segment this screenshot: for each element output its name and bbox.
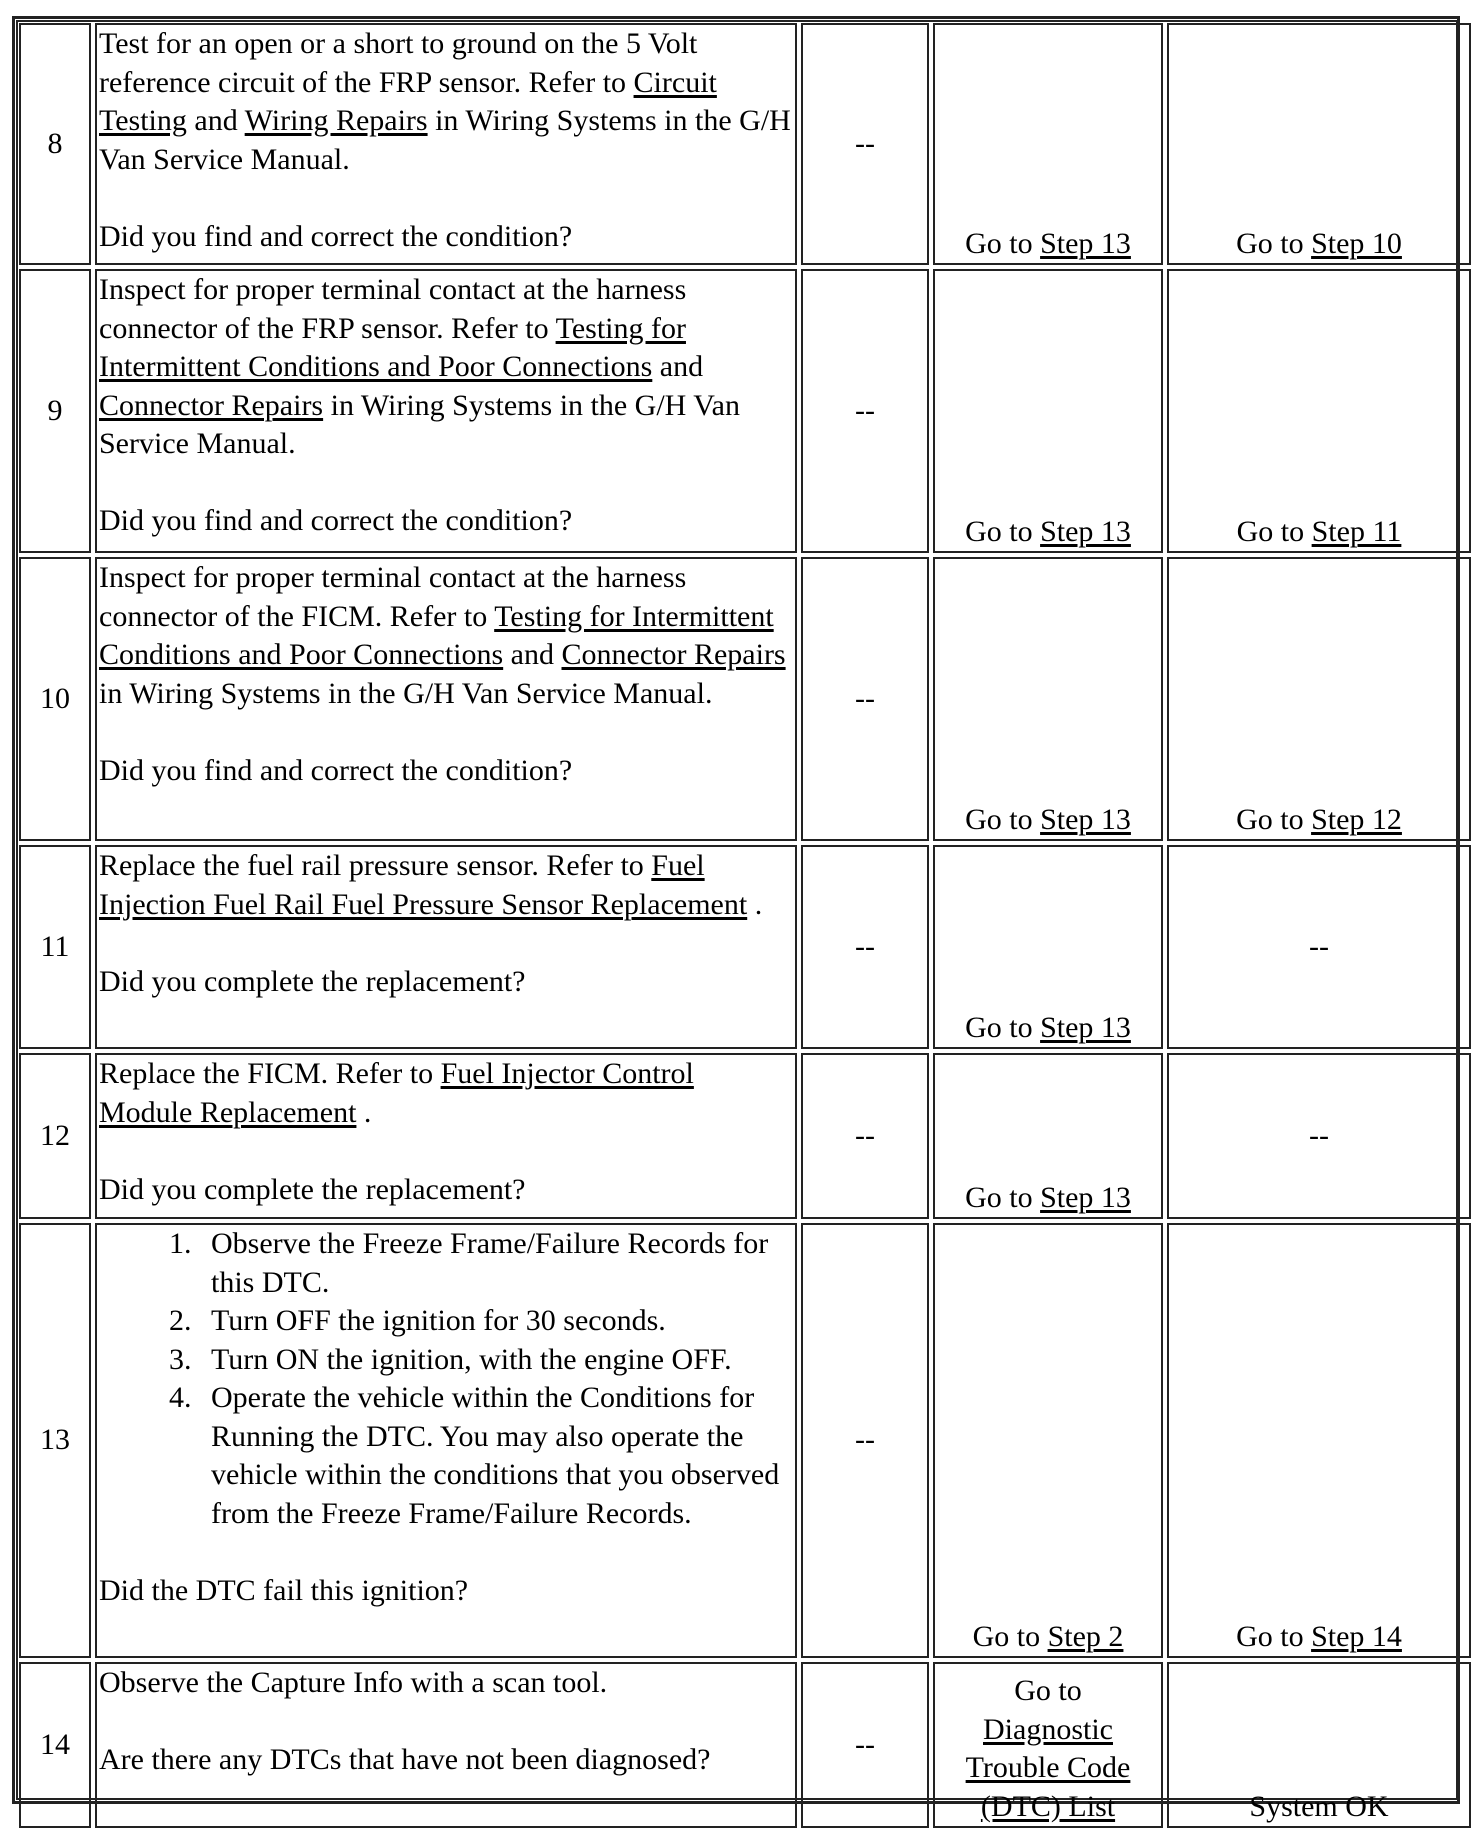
yes-action: Go to Step 2 — [933, 1223, 1163, 1658]
link-go-to-step[interactable]: Step 13 — [1040, 514, 1131, 548]
table-row — [19, 557, 1471, 841]
step-value: -- — [801, 1662, 929, 1828]
link-go-to-step[interactable]: Step 11 — [1311, 514, 1402, 548]
list-item: 3. Turn ON the ignition, with the engine OFF. — [199, 1341, 793, 1380]
step-value: -- — [801, 269, 929, 553]
table-row — [19, 1662, 1471, 1828]
link-go-to-step[interactable]: Step 13 — [1040, 1180, 1131, 1214]
no-action: Go to Step 14 — [1167, 1223, 1471, 1658]
link-testing-intermittent[interactable]: Testing for Intermittent Conditions and Poor Connections — [99, 599, 774, 671]
link-circuit-testing[interactable]: Circuit Testing — [99, 65, 717, 137]
step-question: Did you complete the replacement? — [99, 1172, 526, 1206]
link-connector-repairs[interactable]: Connector Repairs — [561, 638, 786, 671]
link-go-to-step[interactable]: Step 13 — [1040, 802, 1131, 836]
step-action: Replace the fuel rail pressure sensor. Refer to Fuel Injection Fuel Rail Fuel Pressure Sensor Replacement . Did you complete the replacement? — [95, 845, 797, 1049]
link-ficm-replacement[interactable]: Fuel Injector Control Module Replacement — [99, 1057, 694, 1129]
step-number: 9 — [19, 269, 91, 553]
yes-action: Go to Step 13 — [933, 269, 1163, 553]
step-action: Inspect for proper terminal contact at the harness connector of the FRP sensor. Refer to Testing for Intermittent Conditions and Poor Connections and Connector Repairs in Wiring Systems in the G/H Van Service Manual. Did you find and correct the condition? — [95, 269, 797, 553]
step-question: Are there any DTCs that have not been diagnosed? — [99, 1743, 711, 1776]
step-number: 8 — [19, 23, 91, 265]
yes-action: Go to Diagnostic Trouble Code (DTC) List — [933, 1662, 1163, 1828]
step-action: Test for an open or a short to ground on the 5 Volt reference circuit of the FRP sensor. Refer to Circuit Testing and Wiring Repairs in Wiring Systems in the G/H Van Service Manual. Did you find and correct the condition? — [95, 23, 797, 265]
table-row — [19, 1053, 1471, 1219]
list-item: 2. Turn OFF the ignition for 30 seconds. — [199, 1302, 793, 1341]
yes-action: Go to Step 13 — [933, 557, 1163, 841]
step-question: Did you find and correct the condition? — [99, 504, 573, 537]
yes-action: Go to Step 13 — [933, 23, 1163, 265]
no-action: Go to Step 11 — [1167, 269, 1471, 553]
step-value: -- — [801, 23, 929, 265]
list-item: 4. Operate the vehicle within the Conditions for Running the DTC. You may also operate the vehicle within the conditions that you observed from the Freeze Frame/Failure Records. — [199, 1379, 793, 1533]
link-testing-intermittent[interactable]: Testing for Intermittent Conditions and Poor Connections — [99, 311, 686, 383]
table-row — [19, 23, 1471, 265]
link-go-to-step[interactable]: Step 13 — [1040, 226, 1131, 260]
link-go-to-step[interactable]: Step 13 — [1040, 1010, 1131, 1044]
step-question: Did you complete the replacement? — [99, 964, 526, 998]
link-go-to-step[interactable]: Step 14 — [1311, 1619, 1402, 1653]
no-action: System OK — [1167, 1662, 1471, 1828]
table-row — [19, 1223, 1471, 1658]
step-number: 11 — [19, 845, 91, 1049]
no-action: Go to Step 10 — [1167, 23, 1471, 265]
step-question: Did the DTC fail this ignition? — [99, 1573, 469, 1607]
no-action: -- — [1167, 845, 1471, 1049]
link-go-to-step[interactable]: Step 12 — [1311, 802, 1402, 836]
step-value: -- — [801, 845, 929, 1049]
step-sublist — [99, 1225, 793, 1533]
step-value: -- — [801, 1053, 929, 1219]
step-number: 12 — [19, 1053, 91, 1219]
diagnostic-steps-table — [15, 19, 1472, 1832]
step-action: Observe the Capture Info with a scan tool. Are there any DTCs that have not been diagnosed? — [95, 1662, 797, 1828]
step-action: Inspect for proper terminal contact at the harness connector of the FICM. Refer to Testing for Intermittent Conditions and Poor Connections and Connector Repairs in Wiring Systems in the G/H Van Service Manual. Did you find and correct the condition? — [95, 557, 797, 841]
step-action — [95, 1223, 797, 1658]
no-action: Go to Step 12 — [1167, 557, 1471, 841]
step-action: Replace the FICM. Refer to Fuel Injector Control Module Replacement . Did you complete the replacement? — [95, 1053, 797, 1219]
table-row — [19, 845, 1471, 1049]
yes-action: Go to Step 13 — [933, 1053, 1163, 1219]
link-frp-sensor-replacement[interactable]: Fuel Injection Fuel Rail Fuel Pressure Sensor Replacement — [99, 849, 748, 921]
step-value: -- — [801, 1223, 929, 1658]
step-question: Did you find and correct the condition? — [99, 753, 573, 787]
step-value: -- — [801, 557, 929, 841]
table-row — [19, 269, 1471, 553]
step-number: 14 — [19, 1662, 91, 1828]
yes-action: Go to Step 13 — [933, 845, 1163, 1049]
link-dtc-list[interactable]: Diagnostic Trouble Code (DTC) List — [965, 1712, 1131, 1823]
step-number: 13 — [19, 1223, 91, 1658]
link-connector-repairs[interactable]: Connector Repairs — [99, 388, 324, 422]
list-item: 1. Observe the Freeze Frame/Failure Records for this DTC. — [199, 1225, 793, 1302]
no-action: -- — [1167, 1053, 1471, 1219]
link-go-to-step[interactable]: Step 2 — [1047, 1619, 1124, 1653]
link-go-to-step[interactable]: Step 10 — [1311, 226, 1402, 260]
step-question: Did you find and correct the condition? — [99, 219, 573, 253]
step-number: 10 — [19, 557, 91, 841]
link-wiring-repairs[interactable]: Wiring Repairs — [244, 104, 428, 137]
